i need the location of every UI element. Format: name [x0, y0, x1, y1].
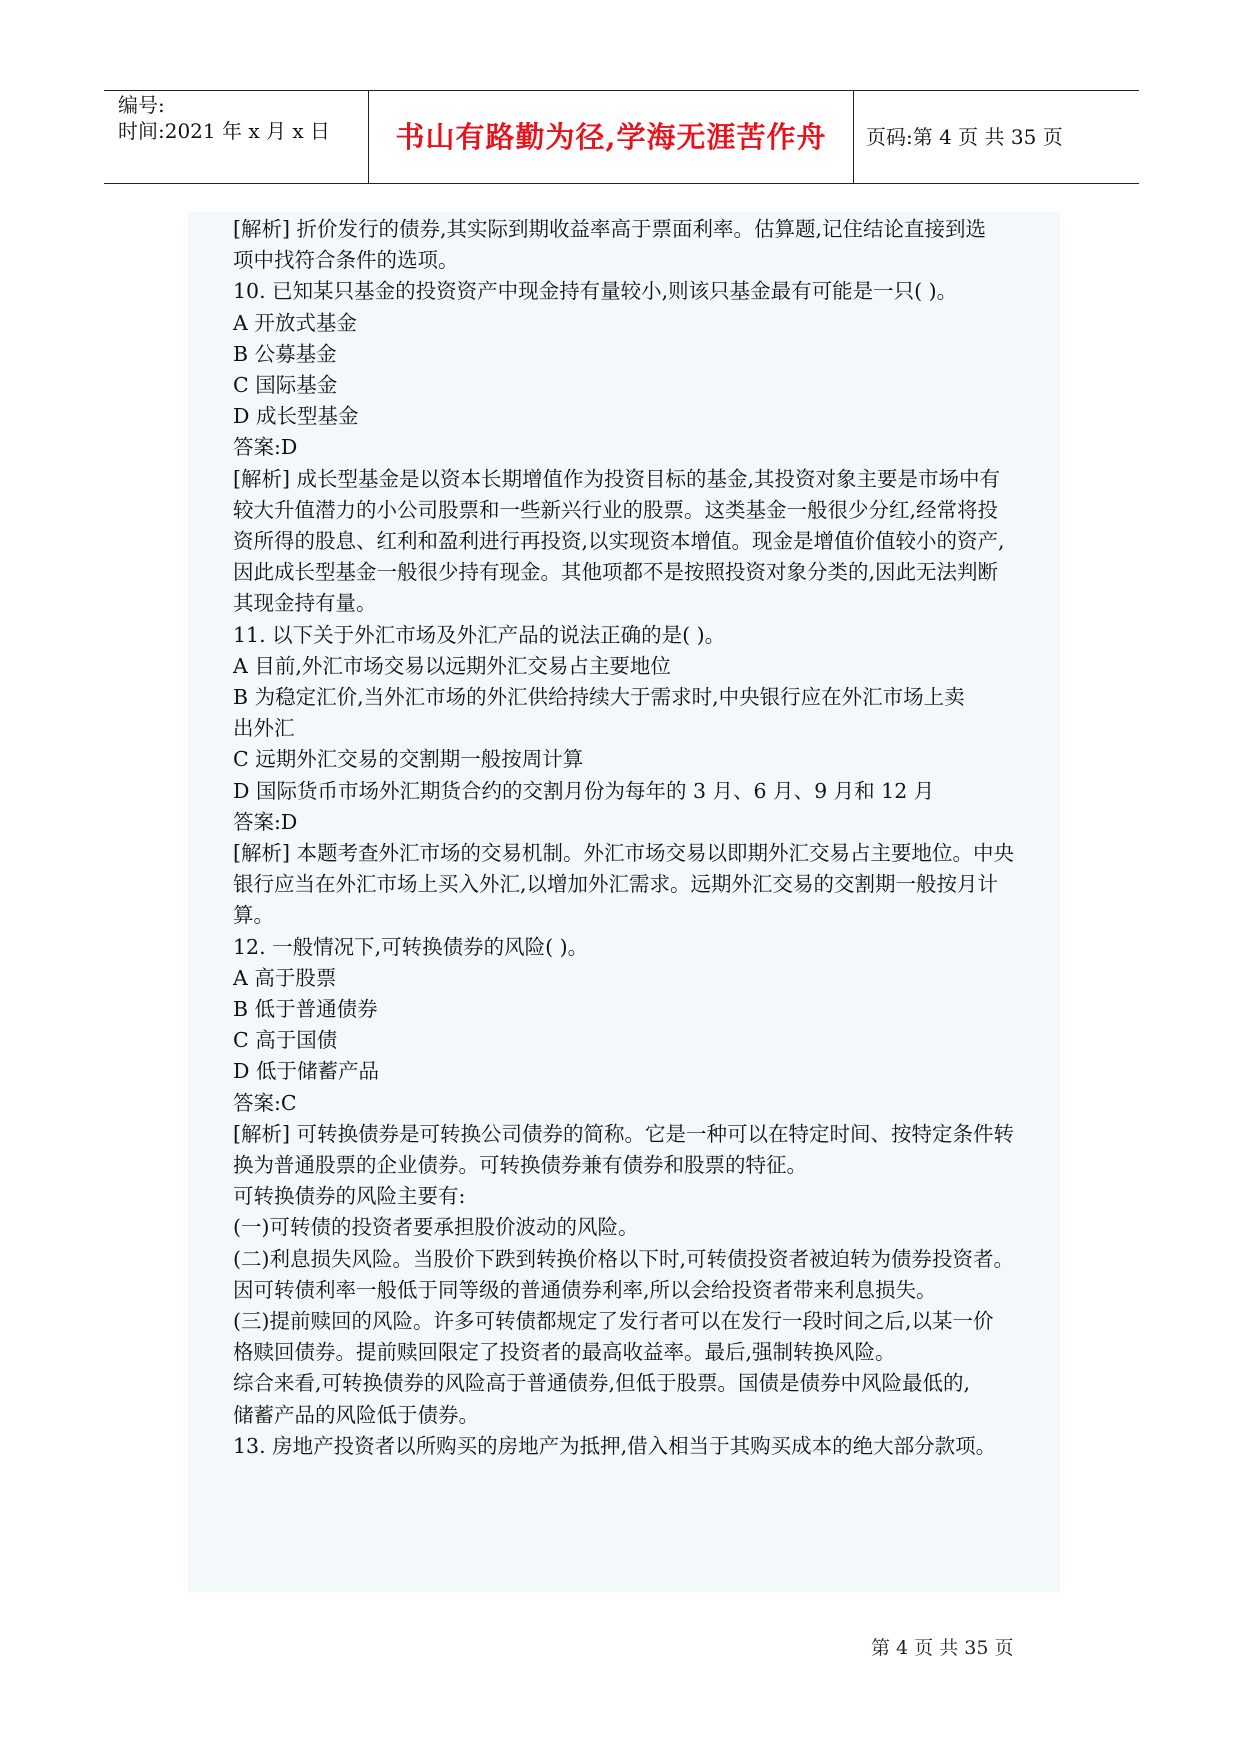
body-line: 换为普通股票的企业债券。可转换债券兼有债券和股票的特征。 [233, 1153, 807, 1177]
body-line: 11. 以下关于外汇市场及外汇产品的说法正确的是( )。 [233, 622, 726, 647]
body-line: [解析] 折价发行的债券,其实际到期收益率高于票面利率。估算题,记住结论直接到选 [233, 217, 987, 241]
body-line: 项中找符合条件的选项。 [233, 248, 459, 273]
body-line: (三)提前赎回的风险。许多可转债都规定了发行者可以在发行一段时间之后,以某一价 [233, 1309, 994, 1333]
body-line: B 低于普通债券 [233, 997, 378, 1021]
document-number-label: 编号: [118, 93, 165, 117]
header-motto-cell [368, 91, 854, 183]
body-line: A 开放式基金 [233, 310, 357, 335]
body-line: 因可转债利率一般低于同等级的普通债券利率,所以会给投资者带来利息损失。 [233, 1277, 937, 1302]
body-line: 12. 一般情况下,可转换债券的风险( )。 [233, 934, 589, 959]
body-line: 10. 已知某只基金的投资资产中现金持有量较小,则该只基金最有可能是一只( )。 [233, 279, 958, 304]
body-line: (一)可转债的投资者要承担股价波动的风险。 [233, 1215, 639, 1240]
document-header [104, 90, 1139, 184]
body-line: 其现金持有量。 [233, 591, 377, 616]
body-line: A 目前,外汇市场交易以远期外汇交易占主要地位 [233, 653, 671, 678]
body-line: C 远期外汇交易的交割期一般按周计算 [233, 747, 584, 772]
body-line: 答案:D [233, 435, 298, 460]
body-line: 较大升值潜力的小公司股票和一些新兴行业的股票。这类基金一般很少分红,经常将投 [233, 497, 999, 522]
body-line: 格赎回债券。提前赎回限定了投资者的最高收益率。最后,强制转换风险。 [233, 1340, 896, 1365]
body-line: B 公募基金 [233, 341, 337, 366]
body-line: 可转换债券的风险主要有: [233, 1184, 466, 1209]
body-line: 资所得的股息、红利和盈利进行再投资,以实现资本增值。现金是增值价值较小的资产, [233, 529, 1005, 553]
document-time-label: 时间:2021 年 x 月 x 日 [118, 119, 330, 143]
body-line: 13. 房地产投资者以所购买的房地产为抵押,借入相当于其购买成本的绝大部分款项。 [233, 1433, 997, 1458]
header-motto: 书山有路勤为径,学海无涯苦作舟 [395, 120, 827, 154]
body-line: D 成长型基金 [233, 404, 359, 429]
page-footer: 第 4 页 共 35 页 [871, 1637, 1014, 1659]
body-line: C 高于国债 [233, 1028, 338, 1053]
body-line: D 低于储蓄产品 [233, 1059, 379, 1084]
body-line: 答案:C [233, 1090, 297, 1115]
body-line: 答案:D [233, 809, 298, 834]
body-line: A 高于股票 [233, 965, 337, 990]
document-body [188, 212, 1060, 1592]
header-page-cell [854, 91, 1139, 183]
header-meta [104, 91, 368, 183]
body-line: C 国际基金 [233, 373, 338, 397]
body-line: (二)利息损失风险。当股价下跌到转换价格以下时,可转债投资者被迫转为债券投资者。 [233, 1246, 1015, 1271]
body-line: [解析] 可转换债券是可转换公司债券的简称。它是一种可以在特定时间、按特定条件转 [233, 1121, 1015, 1146]
body-line: [解析] 本题考查外汇市场的交易机制。外汇市场交易以即期外汇交易占主要地位。中央 [233, 841, 1015, 865]
body-line: 算。 [233, 903, 274, 928]
body-line: B 为稳定汇价,当外汇市场的外汇供给持续大于需求时,中央银行应在外汇市场上卖 [233, 685, 965, 709]
body-line: [解析] 成长型基金是以资本长期增值作为投资目标的基金,其投资对象主要是市场中有 [233, 466, 1001, 491]
body-line: 出外汇 [233, 716, 295, 741]
body-line: 储蓄产品的风险低于债券。 [233, 1402, 479, 1427]
body-line: 因此成长型基金一般很少持有现金。其他项都不是按照投资对象分类的,因此无法判断 [233, 560, 999, 585]
body-line: D 国际货币市场外汇期货合约的交割月份为每年的 3 月、6 月、9 月和 12 月 [233, 778, 935, 803]
body-line: 综合来看,可转换债券的风险高于普通债券,但低于股票。国债是债券中风险最低的, [233, 1371, 971, 1396]
header-page-info: 页码:第 4 页 共 35 页 [866, 125, 1063, 149]
body-line: 银行应当在外汇市场上买入外汇,以增加外汇需求。远期外汇交易的交割期一般按月计 [233, 872, 999, 897]
